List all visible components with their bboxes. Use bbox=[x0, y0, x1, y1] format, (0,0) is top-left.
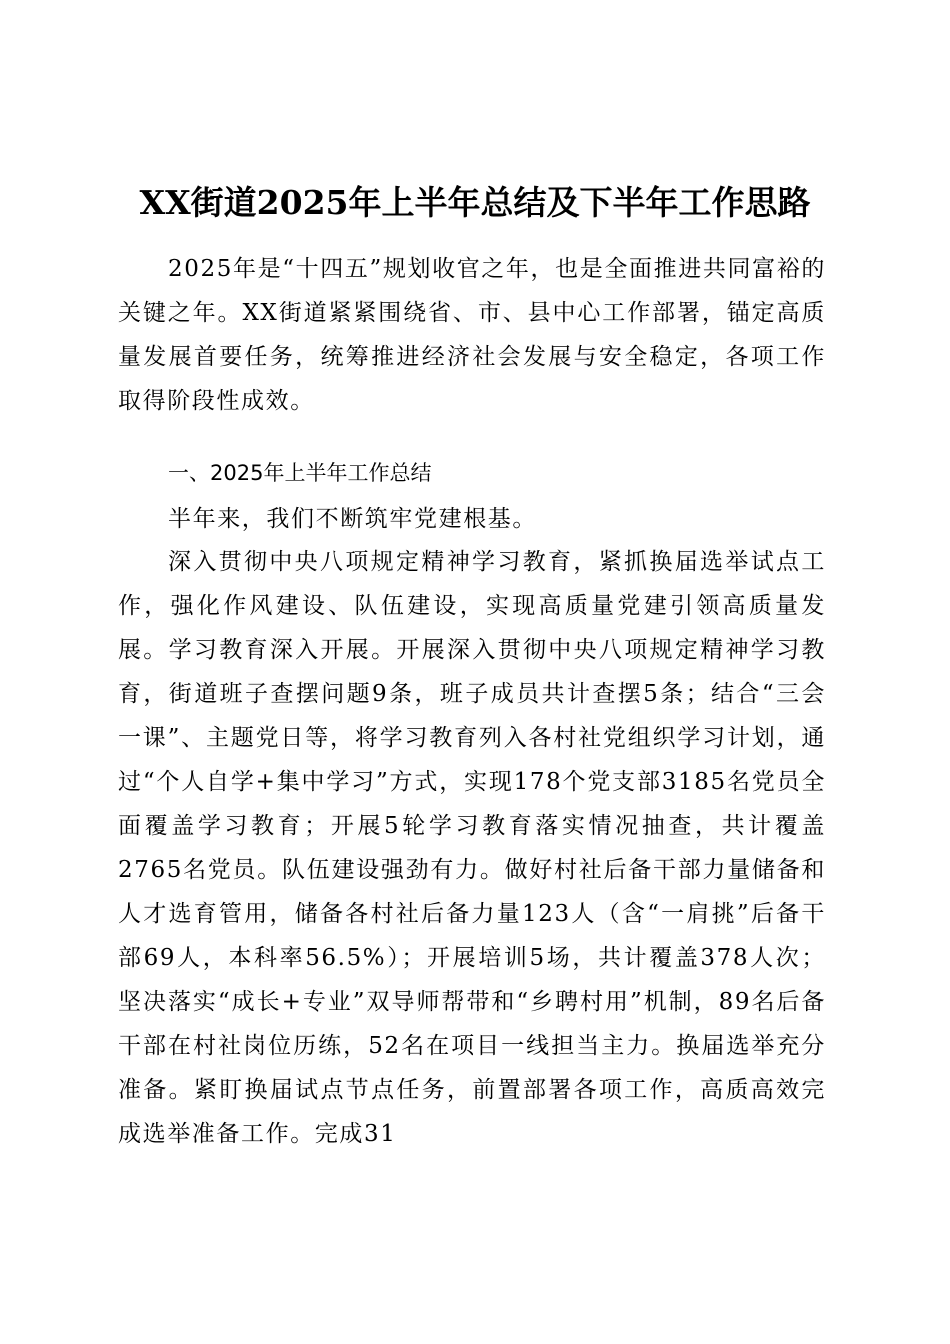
sub-intro-block bbox=[118, 497, 826, 541]
main-paragraph-block bbox=[118, 540, 826, 1156]
sub-intro-paragraph: 半年来，我们不断筑牢党建根基。 bbox=[168, 506, 537, 532]
intro-paragraph: 2025年是“十四五”规划收官之年，也是全面推进共同富裕的关键之年。XX街道紧紧围绕省、市、县中心工作部署，锚定高质量发展首要任务，统筹推进经济社会发展与安全稳定，各项工作取得阶段性成效。 bbox=[118, 256, 826, 414]
intro-paragraph-block bbox=[118, 247, 826, 423]
main-paragraph: 深入贯彻中央八项规定精神学习教育，紧抓换届选举试点工作，强化作风建设、队伍建设，实现高质量党建引领高质量发展。学习教育深入开展。开展深入贯彻中央八项规定精神学习教育，街道班子查摆问题9条，班子成员共计查摆5条；结合“三会一课”、主题党日等，将学习教育列入各村社党组织学习计划，通过“个人自学+集中学习”方式，实现178个党支部3185名党员全面覆盖学习教育；开展5轮学习教育落实情况抽查，共计覆盖2765名党员。队伍建设强劲有力。做好村社后备干部力量储备和人才选育管用，储备各村社后备力量123人（含“一肩挑”后备干部69人，本科率56.5%）；开展培训5场，共计覆盖378人次；坚决落实“成长+专业”双导师帮带和“乡聘村用”机制，89名后备干部在村社岗位历练，52名在项目一线担当主力。换届选举充分准备。紧盯换届试点节点任务，前置部署各项工作，高质高效完成选举准备工作。完成31 bbox=[118, 549, 826, 1147]
section-heading: 一、2025年上半年工作总结 bbox=[168, 461, 432, 485]
document-title: XX街道2025年上半年总结及下半年工作思路 bbox=[139, 183, 811, 222]
